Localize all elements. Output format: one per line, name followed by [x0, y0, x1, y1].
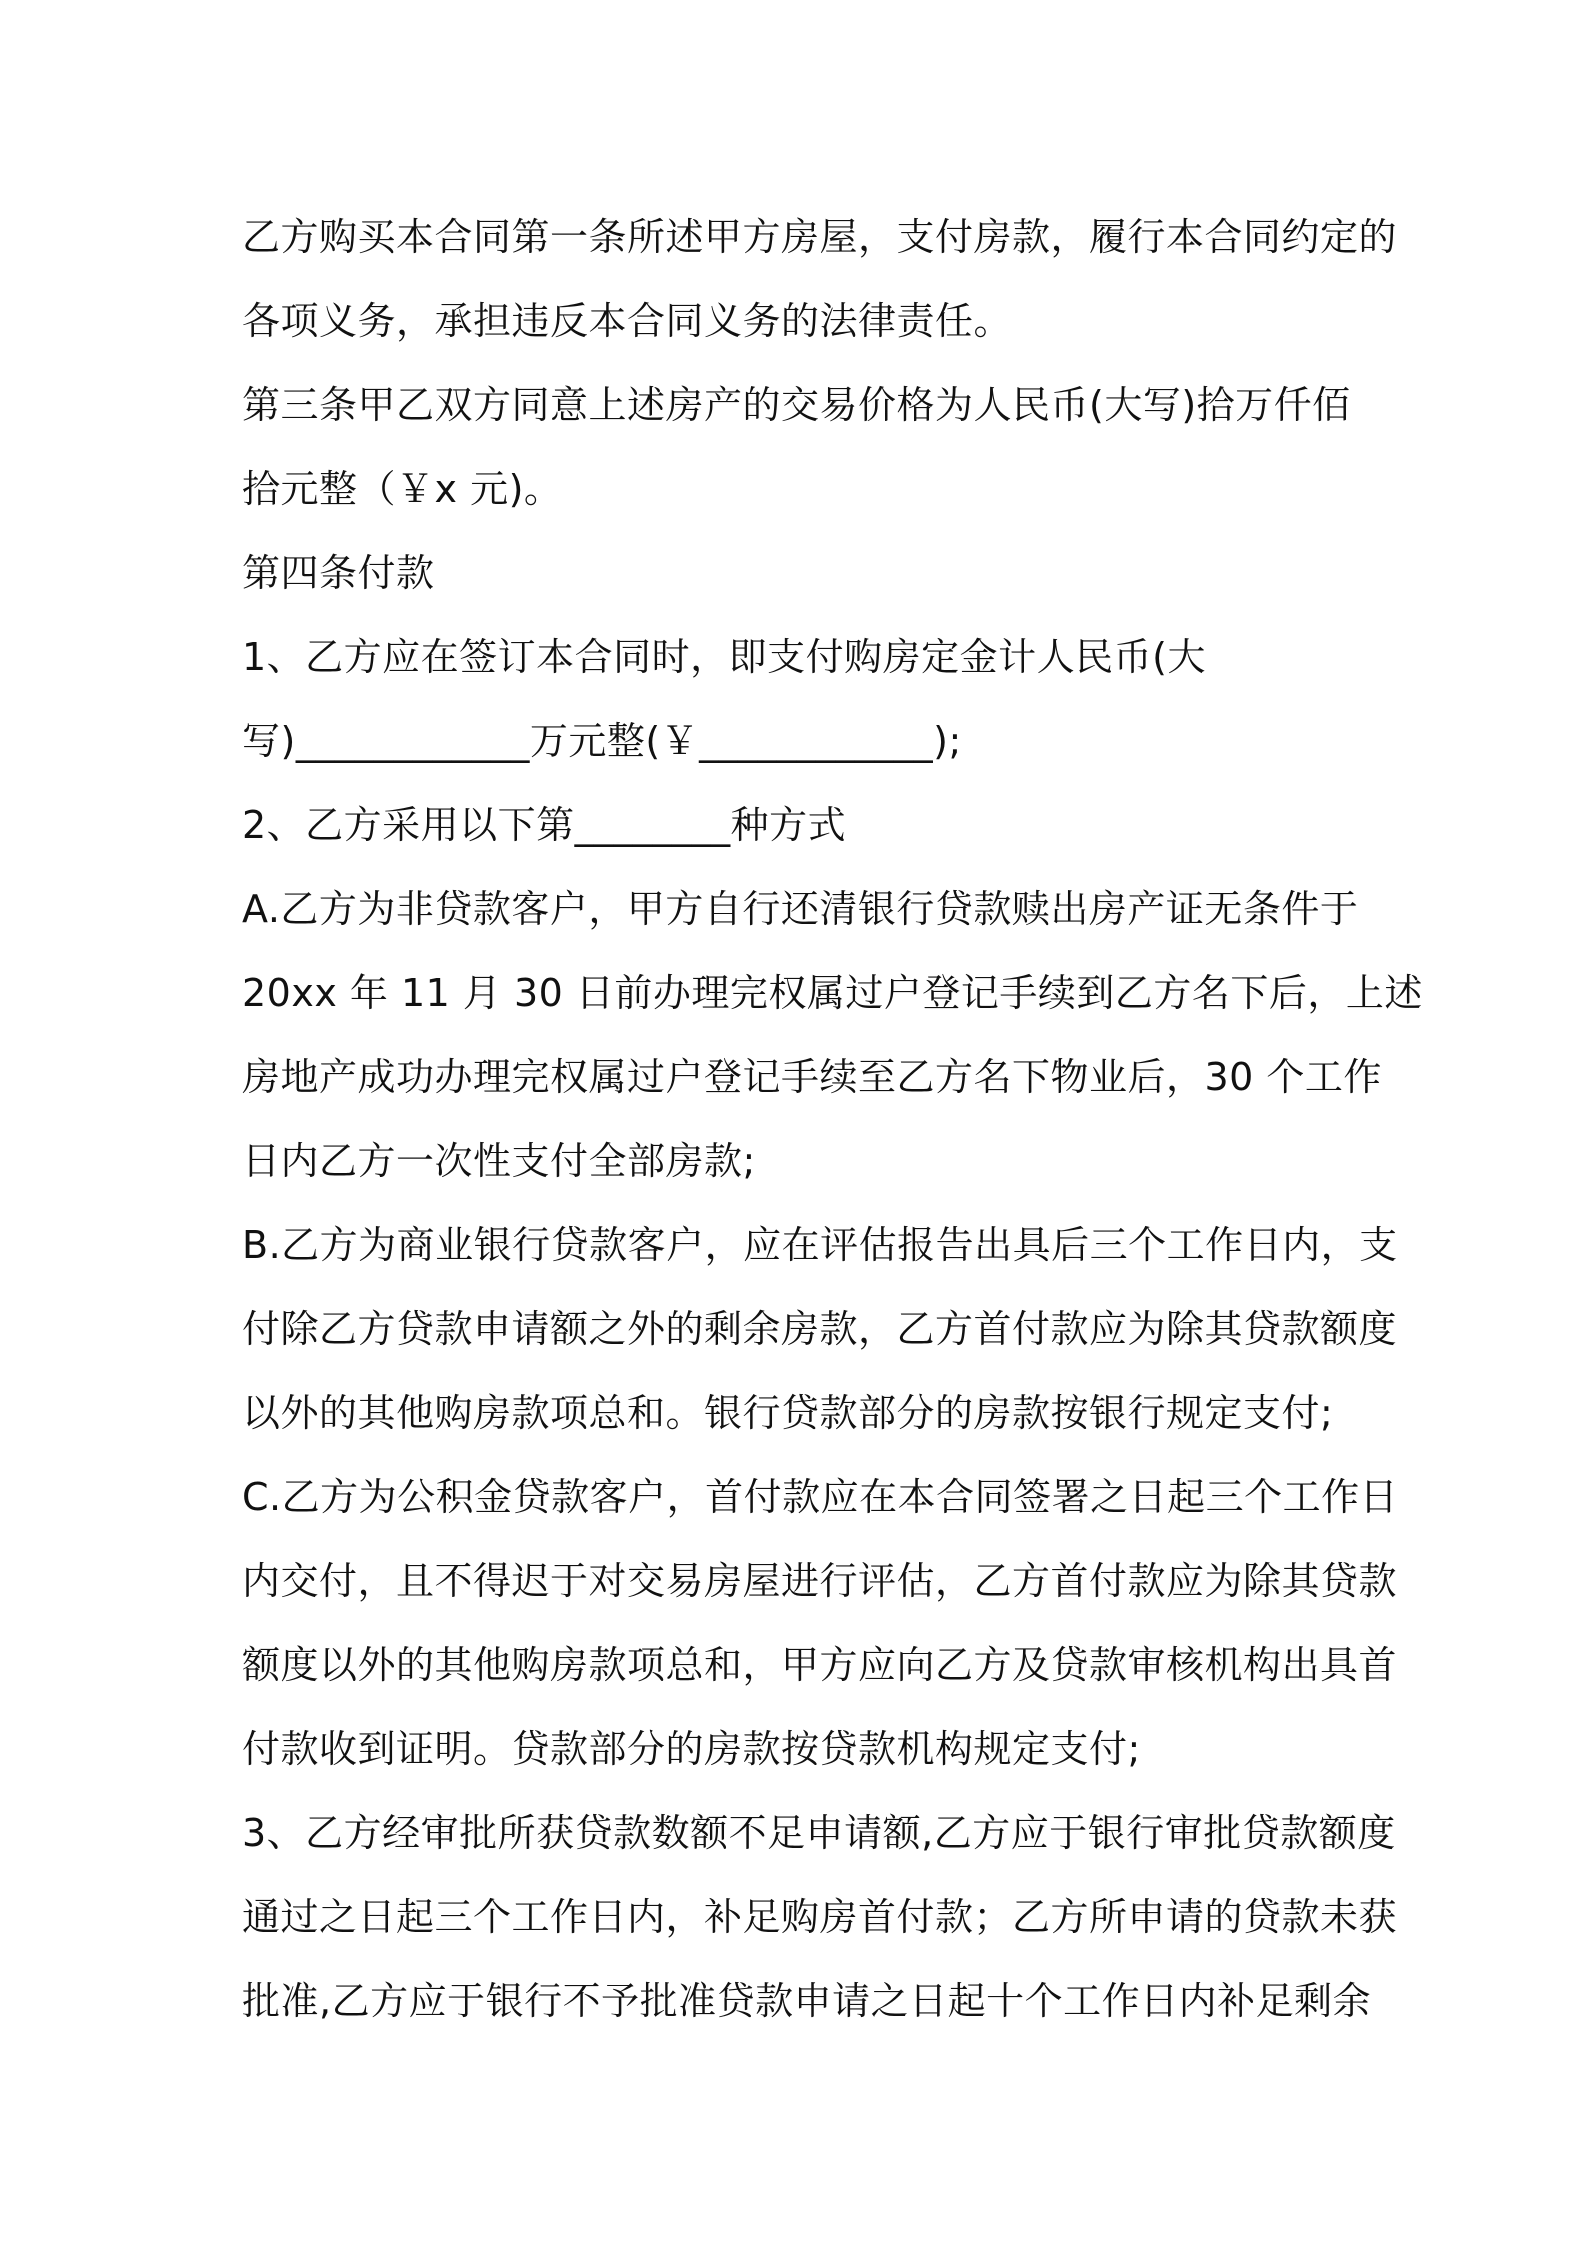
- text-line: 3、乙方经审批所获贷款数额不足申请额,乙方应于银行审批贷款额度: [242, 1811, 1396, 1855]
- text-line: 乙方购买本合同第一条所述甲方房屋，支付房款，履行本合同约定的: [242, 215, 1398, 259]
- text-line: 1、乙方应在签订本合同时，即支付购房定金计人民币(大: [242, 635, 1207, 679]
- text-line: 内交付，且不得迟于对交易房屋进行评估，乙方首付款应为除其贷款: [242, 1559, 1398, 1603]
- text-line: 以外的其他购房款项总和。银行贷款部分的房款按银行规定支付;: [242, 1391, 1334, 1435]
- text-line: 通过之日起三个工作日内，补足购房首付款；乙方所申请的贷款未获: [242, 1895, 1398, 1939]
- section-heading: 第四条付款: [242, 551, 435, 595]
- text-line: 拾元整（￥x 元)。: [242, 467, 563, 511]
- text-line: 批准,乙方应于银行不予批准贷款申请之日起十个工作日内补足剩余: [242, 1979, 1372, 2023]
- text-line: C.乙方为公积金贷款客户，首付款应在本合同签署之日起三个工作日: [242, 1475, 1399, 1519]
- text-line: 付除乙方贷款申请额之外的剩余房款，乙方首付款应为除其贷款额度: [242, 1307, 1398, 1351]
- text-line: 第三条甲乙双方同意上述房产的交易价格为人民币(大写)拾万仟佰: [242, 383, 1351, 427]
- text-line: A.乙方为非贷款客户，甲方自行还清银行贷款赎出房产证无条件于: [242, 887, 1359, 931]
- text-line: 2、乙方采用以下第________种方式: [242, 803, 847, 847]
- text-line: 20xx 年 11 月 30 日前办理完权属过户登记手续到乙方名下后，上述: [242, 971, 1423, 1015]
- text-line: 房地产成功办理完权属过户登记手续至乙方名下物业后，30 个工作: [242, 1055, 1382, 1099]
- text-line: 付款收到证明。贷款部分的房款按贷款机构规定支付;: [242, 1727, 1141, 1771]
- text-line: 额度以外的其他购房款项总和，甲方应向乙方及贷款审核机构出具首: [242, 1643, 1398, 1687]
- text-line: 各项义务，承担违反本合同义务的法律责任。: [242, 299, 1013, 343]
- document-body: [242, 195, 1423, 2043]
- text-line: 写)____________万元整(￥____________);: [242, 719, 962, 763]
- text-line: 日内乙方一次性支付全部房款;: [242, 1139, 756, 1183]
- text-line: B.乙方为商业银行贷款客户，应在评估报告出具后三个工作日内，支: [242, 1223, 1398, 1267]
